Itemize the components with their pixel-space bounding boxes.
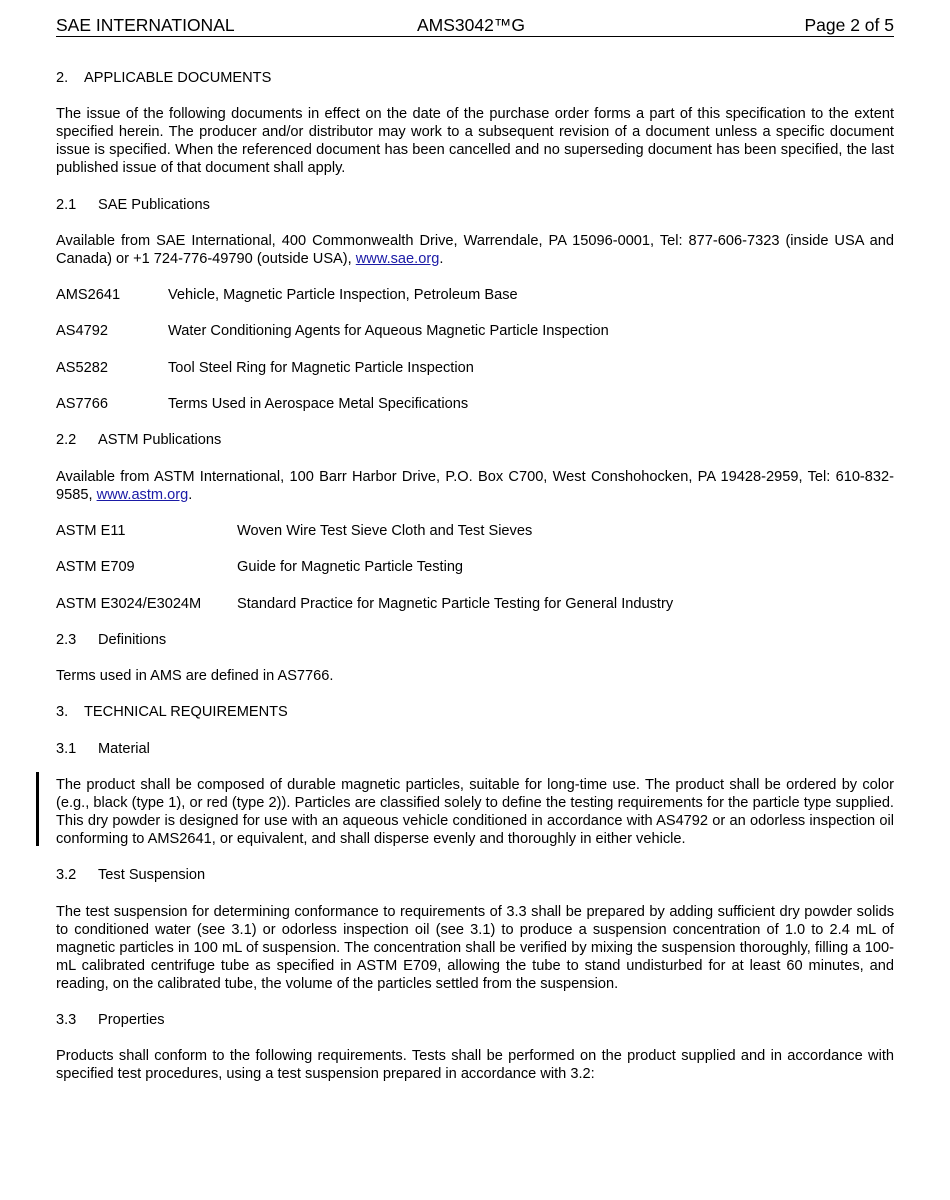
section-number: 2.2 <box>56 432 77 449</box>
sae-availability-text: Available from SAE International, 400 Commonwealth Drive, Warrendale, PA 15096-0001, Tel: 877-606-7323 (inside USA and Canada) or +1 724-776-49790 (outside USA), <box>56 232 894 267</box>
section-title: Properties <box>98 1011 165 1028</box>
astm-availability-text: Available from ASTM International, 100 Barr Harbor Drive, P.O. Box C700, West Conshohocken, PA 19428-2959, Tel: 610-832-9585, <box>56 468 894 503</box>
reference-row <box>56 395 894 413</box>
section-heading-3-2 <box>56 866 894 884</box>
reference-title: Standard Practice for Magnetic Particle Testing for General Industry <box>237 595 674 612</box>
section-number: 3.1 <box>56 740 77 757</box>
header-page-number: Page 2 of 5 <box>804 15 894 35</box>
reference-row <box>56 595 894 613</box>
reference-row <box>56 558 894 576</box>
period: . <box>439 250 444 267</box>
section-2-1-paragraph <box>56 232 894 268</box>
section-heading-2-2 <box>56 431 894 449</box>
revision-change-bar <box>36 772 39 846</box>
section-number: 2. <box>56 70 69 86</box>
reference-row <box>56 522 894 540</box>
section-title: APPLICABLE DOCUMENTS <box>84 70 272 86</box>
section-2-3-paragraph: Terms used in AMS are defined in AS7766. <box>56 668 334 685</box>
reference-code: ASTM E709 <box>56 559 135 576</box>
section-title: SAE Publications <box>98 196 210 213</box>
section-title: ASTM Publications <box>98 432 222 449</box>
reference-title: Woven Wire Test Sieve Cloth and Test Sieves <box>237 522 533 539</box>
reference-title: Guide for Magnetic Particle Testing <box>237 559 464 576</box>
reference-code: AS5282 <box>56 359 108 376</box>
reference-code: ASTM E3024/E3024M <box>56 595 202 612</box>
section-title: TECHNICAL REQUIREMENTS <box>84 704 288 721</box>
sae-website-link[interactable]: www.sae.org <box>355 250 440 267</box>
section-number: 3. <box>56 704 69 721</box>
section-title: Test Suspension <box>98 867 206 884</box>
section-number: 3.3 <box>56 1011 77 1028</box>
section-3-3-paragraph: Products shall conform to the following requirements. Tests shall be performed on the product supplied and in accordance with specified test procedures, using a test suspension prepared in accordance with 3.2: <box>56 1048 894 1083</box>
section-heading-2-3 <box>56 631 894 649</box>
header-doc-number: AMS3042™G <box>417 15 525 35</box>
header-org: SAE INTERNATIONAL <box>56 15 235 35</box>
reference-row <box>56 359 894 377</box>
section-number: 2.1 <box>56 196 77 213</box>
reference-title: Tool Steel Ring for Magnetic Particle Inspection <box>168 359 474 376</box>
section-2-2-paragraph <box>56 468 894 504</box>
reference-code: AS7766 <box>56 396 108 413</box>
section-3-1-paragraph: The product shall be composed of durable magnetic particles, suitable for long-time use. The product shall be ordered by color (e.g., black (type 1), or red (type 2)). Particles are classified solely to define the testing requirements for the particle type supplied. This dry powder is designed for use with an aqueous vehicle conditioned in accordance with AS4792 or an odorless inspection oil conforming to AMS2641, or equivalent, and shall disperse evenly and thoroughly in either vehicle. <box>56 777 894 848</box>
section-title: Definitions <box>98 631 167 648</box>
reference-code: AMS2641 <box>56 287 121 304</box>
section-heading-3-1 <box>56 740 894 758</box>
section-2-paragraph: The issue of the following documents in effect on the date of the purchase order forms a part of this specification to the extent specified herein. The producer and/or distributor may work to a subsequent revision of a document unless a specific document issue is specified. When the referenced document has been cancelled and no superseding document has been specified, the last published issue of that document shall apply. <box>56 106 894 177</box>
reference-row <box>56 322 894 340</box>
document-body <box>56 69 894 1102</box>
section-3-2-paragraph: The test suspension for determining conformance to requirements of 3.3 shall be prepared by adding sufficient dry powder solids to conditioned water (see 3.1) or odorless inspection oil (see 3.1) to produce a suspension concentration of 1.0 to 2.4 mL of magnetic particles in 100 mL of suspension. The concentration shall be verified by mixing the suspension thoroughly, filling a 100-mL calibrated centrifuge tube as specified in ASTM E709, allowing the tube to stand undisturbed for at least 60 minutes, and reading, on the calibrated tube, the volume of the particles settled from the suspension. <box>56 903 894 992</box>
reference-code: ASTM E11 <box>56 522 126 539</box>
page-header <box>56 15 894 37</box>
section-heading-3 <box>56 703 894 721</box>
section-number: 3.2 <box>56 867 77 884</box>
section-title: Material <box>98 740 150 757</box>
section-heading-3-3 <box>56 1011 894 1029</box>
reference-row <box>56 286 894 304</box>
period: . <box>188 486 193 503</box>
reference-title: Vehicle, Magnetic Particle Inspection, Petroleum Base <box>168 287 518 304</box>
section-number: 2.3 <box>56 631 77 648</box>
section-heading-2 <box>56 69 894 87</box>
astm-website-link[interactable]: www.astm.org <box>96 486 189 503</box>
section-heading-2-1 <box>56 196 894 214</box>
reference-code: AS4792 <box>56 323 108 340</box>
reference-title: Water Conditioning Agents for Aqueous Magnetic Particle Inspection <box>168 323 609 340</box>
reference-title: Terms Used in Aerospace Metal Specifications <box>168 396 469 413</box>
